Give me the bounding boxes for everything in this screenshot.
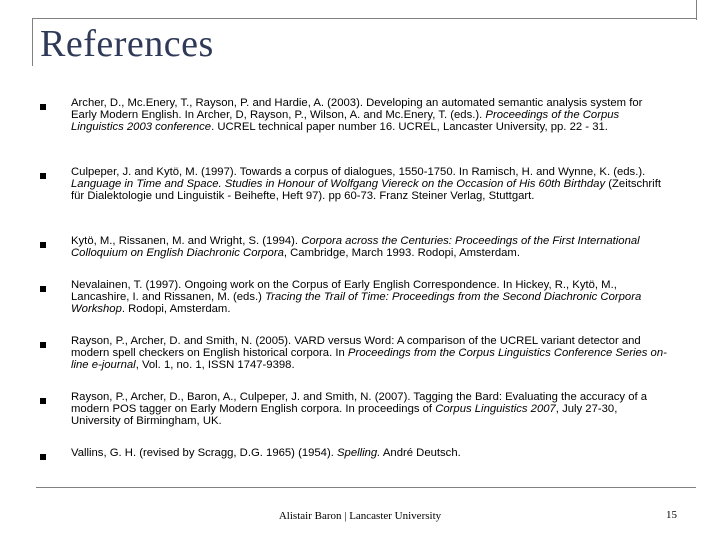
square-bullet-icon: [40, 398, 46, 404]
reference-text: [71, 392, 668, 427]
reference-title-italic: Language in Time and Space. Studies in Honour of Wolfgang Viereck on the Occasion of His 60th Birthday: [71, 177, 606, 190]
reference-text-segment: Rayson, P., Archer, D., Baron, A., Culpeper, J. and Smith, N. (2007). Tagging the Bard: Evaluating the accuracy of a modern POS tagger on Early Modern English corpora. In proceedings of: [71, 391, 648, 415]
page-number: 15: [666, 509, 677, 521]
reference-text-segment: , Cambridge, March 1993. Rodopi, Amsterdam.: [283, 246, 520, 259]
reference-text-segment: Nevalainen, T. (1997). Ongoing work on the Corpus of Early English Correspondence. In Hickey, R., Kytö, M., Lancashire, I. and Rissanen, M. (eds.): [71, 279, 617, 303]
square-bullet-icon: [40, 173, 46, 179]
reference-text-segment: . UCREL technical paper number 16. UCREL, Lancaster University, pp. 22 - 31.: [211, 120, 608, 133]
corner-rule-right: [696, 0, 697, 20]
reference-title-italic: Spelling.: [337, 447, 381, 459]
reference-text: [71, 336, 668, 371]
reference-text: [71, 236, 668, 260]
reference-text-segment: Kytö, M., Rissanen, M. and Wright, S. (1994).: [71, 235, 302, 247]
square-bullet-icon: [40, 242, 46, 248]
reference-title-italic: Proceedings from the Corpus Linguistics Conference Series on-line e-journal: [71, 346, 667, 371]
slide-title: References: [40, 23, 214, 65]
reference-text: [71, 98, 668, 133]
reference-text-segment: , July 27-30, University of Birmingham, UK.: [71, 402, 618, 427]
reference-text-segment: André Deutsch.: [380, 447, 461, 459]
square-bullet-icon: [40, 454, 46, 460]
reference-text: [71, 448, 668, 460]
reference-text: [71, 280, 668, 315]
reference-text-segment: (Zeitschrift für Dialektologie und Linguistik - Beihefte, Heft 97). pp 60-73. Franz Steiner Verlag, Stuttgart.: [71, 177, 661, 202]
footer-rule: [36, 487, 696, 488]
reference-title-italic: Corpora across the Centuries: Proceedings of the First International Colloquium on English Diachronic Corpora: [71, 235, 640, 259]
reference-title-italic: Tracing the Trail of Time: Proceedings from the Second Diachronic Corpora Workshop: [71, 290, 642, 315]
reference-title-italic: Corpus Linguistics 2007: [435, 402, 556, 415]
title-rule-vertical: [32, 18, 33, 66]
reference-text: [71, 167, 668, 202]
square-bullet-icon: [40, 342, 46, 348]
reference-text-segment: . Rodopi, Amsterdam.: [121, 302, 231, 315]
title-rule-horizontal: [32, 18, 696, 19]
square-bullet-icon: [40, 104, 46, 110]
footer-text: Alistair Baron | Lancaster University: [278, 510, 442, 522]
reference-text-segment: , Vol. 1, no. 1, ISSN 1747-9398.: [135, 358, 295, 371]
reference-text-segment: Culpeper, J. and Kytö, M. (1997). Towards a corpus of dialogues, 1550-1750. In Ramisch, H. and Wynne, K. (eds.).: [71, 166, 646, 178]
reference-text-segment: Archer, D., Mc.Enery, T., Rayson, P. and Hardie, A. (2003). Developing an automated semantic analysis system for Early Modern English. In Archer, D, Rayson, P., Wilson, A. and Mc.Enery, T. (eds.).: [71, 97, 643, 121]
square-bullet-icon: [40, 286, 46, 292]
reference-text-segment: Rayson, P., Archer, D. and Smith, N. (2005). VARD versus Word: A comparison of the UCREL variant detector and modern spell checkers on English historical corpora. In: [71, 335, 641, 359]
reference-text-segment: Vallins, G. H. (revised by Scragg, D.G. 1965) (1954).: [71, 447, 338, 459]
reference-title-italic: Proceedings of the Corpus Linguistics 2003 conference: [71, 108, 620, 133]
